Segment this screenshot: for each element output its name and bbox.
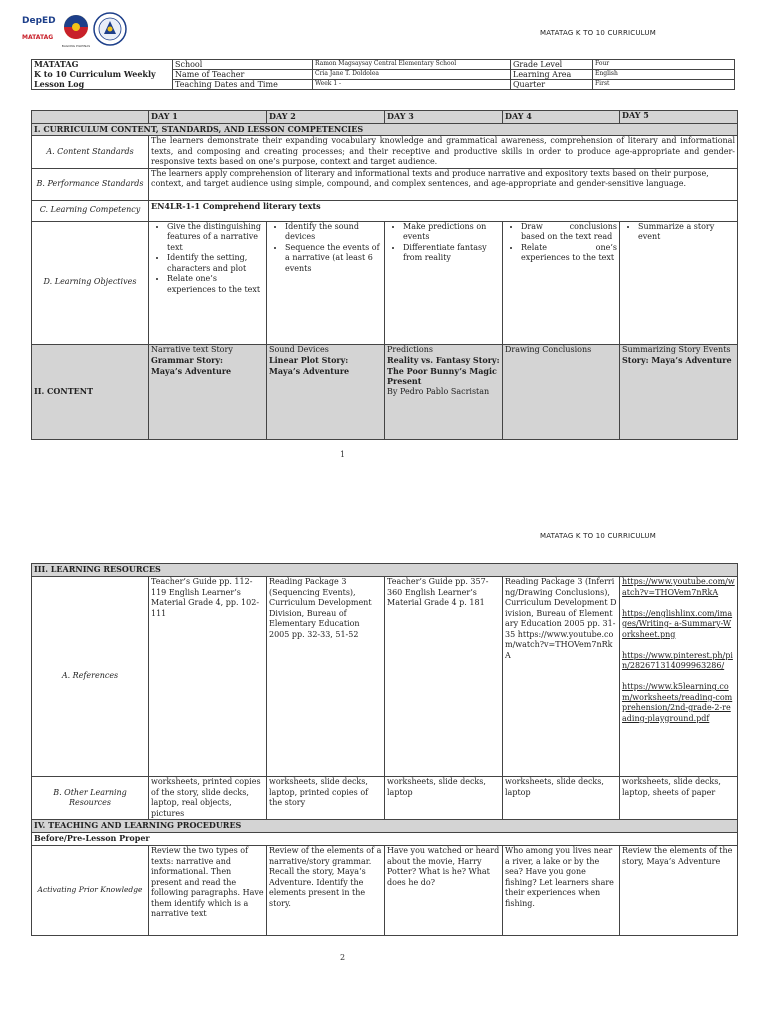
day5-header: DAY 5 (620, 111, 738, 124)
teacher-value: Cria Jane T. Doldolea (313, 70, 511, 80)
school-value: Ramon Magsaysay Central Elementary School (313, 60, 511, 70)
content-day5 (620, 344, 738, 439)
lesson-log-table-page1 (31, 110, 738, 440)
references-label: A. References (32, 577, 149, 777)
content-day5-line2: Story: Maya’s Adventure (622, 355, 732, 365)
day2-header: DAY 2 (267, 111, 385, 124)
learning-objectives-label: D. Learning Objectives (32, 221, 149, 344)
area-value: English (593, 70, 735, 80)
page1-number: 1 (340, 450, 346, 459)
grade-label: Grade Level (511, 60, 593, 70)
content-day1-line1: Narrative text Story (151, 344, 233, 354)
objective-item: • Summarize a story event (638, 222, 735, 243)
objectives-day4 (503, 221, 620, 344)
activating-day5: Review the elements of the story, Maya’s Adventure (620, 846, 738, 936)
reference-link-englishlinx[interactable]: https://englishlinx.com/images/Writing- a-Summary-Worksheet.png (622, 608, 733, 639)
other-resources-label: B. Other Learning Resources (32, 777, 149, 820)
activating-day4: Who among you lives near a river, a lake or by the sea? Have you gone fishing? Let learners share their experiences when fishing. (503, 846, 620, 936)
bagong-pilipinas-logo (60, 14, 92, 48)
content-day5-line1: Summarizing Story Events (622, 344, 731, 354)
teacher-label: Name of Teacher (173, 70, 313, 80)
content-day3-line4: By Pedro Pablo Sacristan (387, 386, 490, 396)
objective-item: • Sequence the events of a narrative (at least 6 events (285, 243, 382, 275)
bagong-pilipinas-text: BAGONG PILIPINAS (61, 44, 91, 48)
activating-day3: Have you watched or heard about the movie, Harry Potter? What is he? What does he do? (385, 846, 503, 936)
content-day4 (503, 344, 620, 439)
header-empty-cell (32, 111, 149, 124)
day3-header: DAY 3 (385, 111, 503, 124)
matatag-logo-text: MATATAG (22, 34, 54, 41)
section4-title: IV. TEACHING AND LEARNING PROCEDURES (32, 820, 738, 833)
school-label: School (173, 60, 313, 70)
content-day3-line1: Predictions (387, 344, 433, 354)
day1-header: DAY 1 (149, 111, 267, 124)
objective-item: • Draw conclusions based on the text read (521, 222, 617, 243)
content-day1-line2: Grammar Story: (151, 355, 223, 365)
page2-number: 2 (340, 953, 346, 962)
content-day1 (149, 344, 267, 439)
title-line3: Lesson Log (32, 80, 173, 90)
content-day2-line3: Maya’s Adventure (269, 365, 350, 376)
quarter-label: Quarter (511, 80, 593, 90)
objective-item: • Identify the sound devices (285, 222, 382, 243)
area-label: Learning Area (511, 70, 593, 80)
content-day3 (385, 344, 503, 439)
performance-standards-label: B. Performance Standards (32, 168, 149, 200)
curriculum-header-page2: MATATAG K TO 10 CURRICULUM (540, 532, 656, 540)
deped-seal-logo (93, 12, 127, 50)
content-day2-line1: Sound Devices (269, 344, 329, 354)
section3-title: III. LEARNING RESOURCES (32, 564, 738, 577)
references-day4: Reading Package 3 (Inferring/Drawing Conclusions), Curriculum Development Division, Bureau of Elementary Education 2005 pp. 31-35 https://www.youtube.com/watch?v=THOVem7nRkA (503, 577, 620, 777)
dates-label: Teaching Dates and Time (173, 80, 313, 90)
content-day4-line1: Drawing Conclusions (505, 344, 592, 354)
title-line2: K to 10 Curriculum Weekly (32, 70, 173, 80)
objective-item: • Differentiate fantasy from reality (403, 243, 500, 264)
content-day1-line3: Maya’s Adventure (151, 365, 232, 376)
reference-link-pinterest[interactable]: https://www.pinterest.ph/pin/282671314099963286/ (622, 650, 733, 670)
content-day2 (267, 344, 385, 439)
activating-day2: Review of the elements of a narrative/story grammar. Recall the story, Maya’s Adventure. Identify the elements present in the story. (267, 846, 385, 936)
other-resources-day1: worksheets, printed copies of the story, slide decks, laptop, real objects, pictures (149, 777, 267, 820)
content-day3-line3: The Poor Bunny’s Magic Present (387, 365, 497, 386)
reference-link-k5learning[interactable]: https://www.k5learning.com/worksheets/reading-comprehension/2nd-grade-2-reading-playground.pdf (622, 682, 733, 723)
day4-header: DAY 4 (503, 111, 620, 124)
references-day1: Teacher’s Guide pp. 112-119 English Learner’s Material Grade 4, pp. 102-111 (149, 577, 267, 777)
content-day2-line2: Linear Plot Story: (269, 355, 349, 365)
learning-competency-label: C. Learning Competency (32, 200, 149, 221)
activating-prior-knowledge-label: Activating Prior Knowledge (32, 846, 149, 936)
info-table (31, 59, 735, 90)
deped-logo-text: DepED (22, 16, 56, 26)
grade-value: Four (593, 60, 735, 70)
objective-item: • Relate one’s experiences to the text (167, 274, 264, 295)
objectives-day2 (267, 221, 385, 344)
objectives-day3 (385, 221, 503, 344)
performance-standards-text: The learners apply comprehension of literary and informational texts and produce narrative and expository texts based on their purpose, context, and target audience using simple, compound, and complex sentences, and age-appropriate and gender-sensitive language. (149, 168, 738, 200)
title-line1: MATATAG (32, 60, 173, 70)
deped-logo (22, 16, 58, 46)
content-day3-line2: Reality vs. Fantasy Story: (387, 355, 500, 365)
learning-competency-text: EN4LR-1-1 Comprehend literary texts (149, 200, 738, 221)
content-standards-text: The learners demonstrate their expanding vocabulary knowledge and grammatical awareness, comprehension of literary and informational texts, and composing and creating processes; and their receptive and productive skills in order to produce age-appropriate and gender-responsive texts based on one’s purpose, context and target audience. (149, 136, 738, 169)
activating-day1: Review the two types of texts: narrative and informational. Then present and read the following paragraphs. Have them identify which is a narrative text (149, 846, 267, 936)
references-day5 (620, 577, 738, 777)
objective-item: • Make predictions on events (403, 222, 500, 243)
quarter-value: First (593, 80, 735, 90)
references-day3: Teacher’s Guide pp. 357-360 English Learner’s Material Grade 4 p. 181 (385, 577, 503, 777)
other-resources-day2: worksheets, slide decks, laptop, printed copies of the story (267, 777, 385, 820)
objective-item: • Give the distinguishing features of a narrative text (167, 222, 264, 254)
dates-value: Week 1 - (313, 80, 511, 90)
other-resources-day4: worksheets, slide decks, laptop (503, 777, 620, 820)
references-day2: Reading Package 3 (Sequencing Events), Curriculum Development Division, Bureau of Elementary Education 2005 pp. 32-33, 51-52 (267, 577, 385, 777)
section4-subtitle: Before/Pre-Lesson Proper (32, 833, 738, 846)
content-standards-label: A. Content Standards (32, 136, 149, 169)
objectives-day1 (149, 221, 267, 344)
objectives-day5 (620, 221, 738, 344)
other-resources-day5: worksheets, slide decks, laptop, sheets of paper (620, 777, 738, 820)
section1-title: I. CURRICULUM CONTENT, STANDARDS, AND LESSON COMPETENCIES (32, 124, 738, 136)
objective-item: • Relate one’s experiences to the text (521, 243, 617, 264)
other-resources-day3: worksheets, slide decks, laptop (385, 777, 503, 820)
curriculum-header: MATATAG K TO 10 CURRICULUM (540, 29, 656, 37)
objective-item: • Identify the setting, characters and plot (167, 253, 264, 274)
section2-title: II. CONTENT (32, 344, 149, 439)
lesson-log-table-page2 (31, 563, 738, 936)
reference-link-youtube[interactable]: https://www.youtube.com/watch?v=THOVem7nRkA (622, 577, 735, 597)
